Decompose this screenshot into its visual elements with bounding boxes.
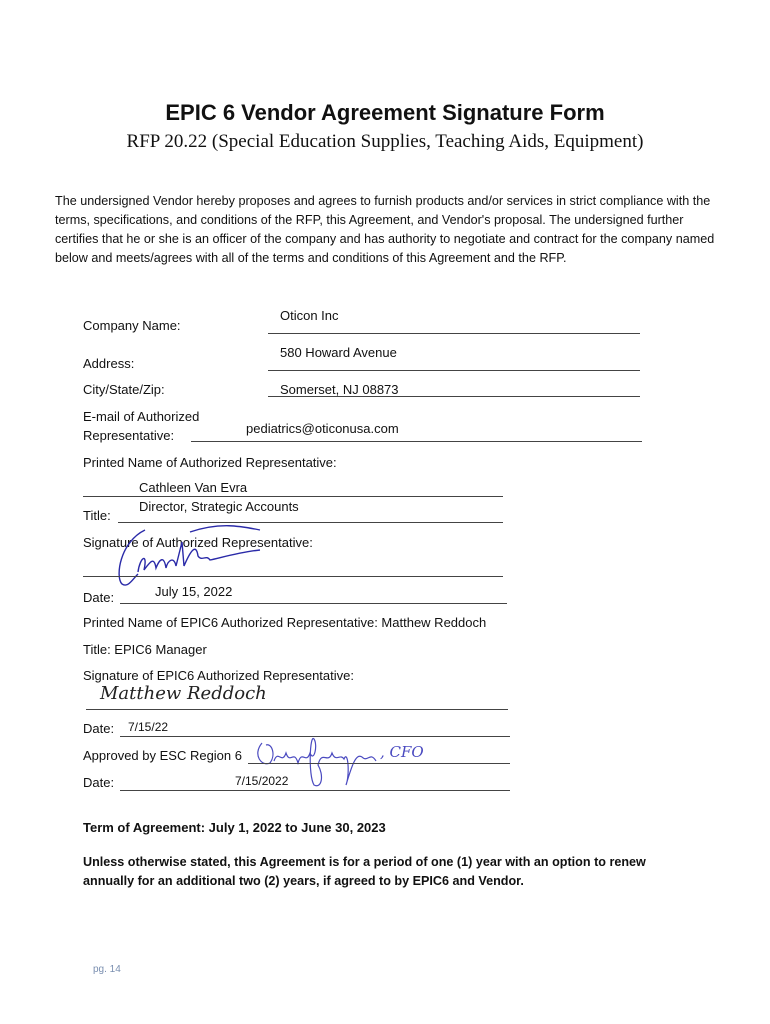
epic6-printed-name: Printed Name of EPIC6 Authorized Representative: Matthew Reddoch [83,615,487,630]
approved-line [248,763,510,764]
company-line [268,333,640,334]
city-value: Somerset, NJ 08873 [280,382,399,397]
page-number: pg. 14 [93,964,121,975]
epic6-date2-line [120,790,510,791]
date-label: Date: [83,590,115,605]
epic6-signature: Matthew Reddoch [100,683,267,704]
printed-name-label: Printed Name of Authorized Representative: [83,455,337,470]
email-line [191,441,642,442]
company-label: Company Name: [83,318,181,333]
email-value: pediatrics@oticonusa.com [246,421,399,436]
intro-paragraph: The undersigned Vendor hereby proposes and agrees to furnish products and/or services in strict compliance with the terms, specifications, and conditions of the RFP, this Agreement, and Vendor's proposal. The undersigned further certifies that he or she is an officer of the company and has authority to negotiate and contract for the company named below and meets/agrees with all of the terms and conditions of this Agreement and the RFP. [55,194,715,265]
title-value: Director, Strategic Accounts [139,499,299,514]
printed-name-value: Cathleen Van Evra [139,480,248,495]
email-label-1: E-mail of Authorized [83,409,200,424]
term-of-agreement: Term of Agreement: July 1, 2022 to June 30, 2023 [83,820,386,835]
renewal-terms: Unless otherwise stated, this Agreement is for a period of one (1) year with an option to renew annually for an additional two (2) years, if agreed to by EPIC6 and Vendor. [83,855,646,888]
date-line [120,603,507,604]
epic6-title: Title: EPIC6 Manager [83,642,207,657]
epic6-signature-line [86,709,508,710]
epic6-date2-label: Date: [83,775,115,790]
approver-signature-title: , CFO [380,743,424,761]
city-line [268,396,640,397]
epic6-signature-label: Signature of EPIC6 Authorized Representative: [83,668,354,683]
page-title: EPIC 6 Vendor Agreement Signature Form [165,100,605,125]
printed-name-line [83,496,503,497]
address-value: 580 Howard Avenue [280,345,397,360]
page-subtitle: RFP 20.22 (Special Education Supplies, Teaching Aids, Equipment) [126,131,644,152]
epic6-date2-value: 7/15/2022 [235,774,289,788]
date-value: July 15, 2022 [155,584,233,599]
approved-label: Approved by ESC Region 6 [83,748,242,763]
address-label: Address: [83,356,135,371]
signature-label: Signature of Authorized Representative: [83,535,313,550]
epic6-date-value: 7/15/22 [128,720,169,734]
title-label: Title: [83,508,111,523]
address-line [268,370,640,371]
city-label: City/State/Zip: [83,382,165,397]
signature-line [83,576,503,577]
epic6-date-label: Date: [83,721,115,736]
company-value: Oticon Inc [280,308,339,323]
email-label-2: Representative: [83,428,175,443]
